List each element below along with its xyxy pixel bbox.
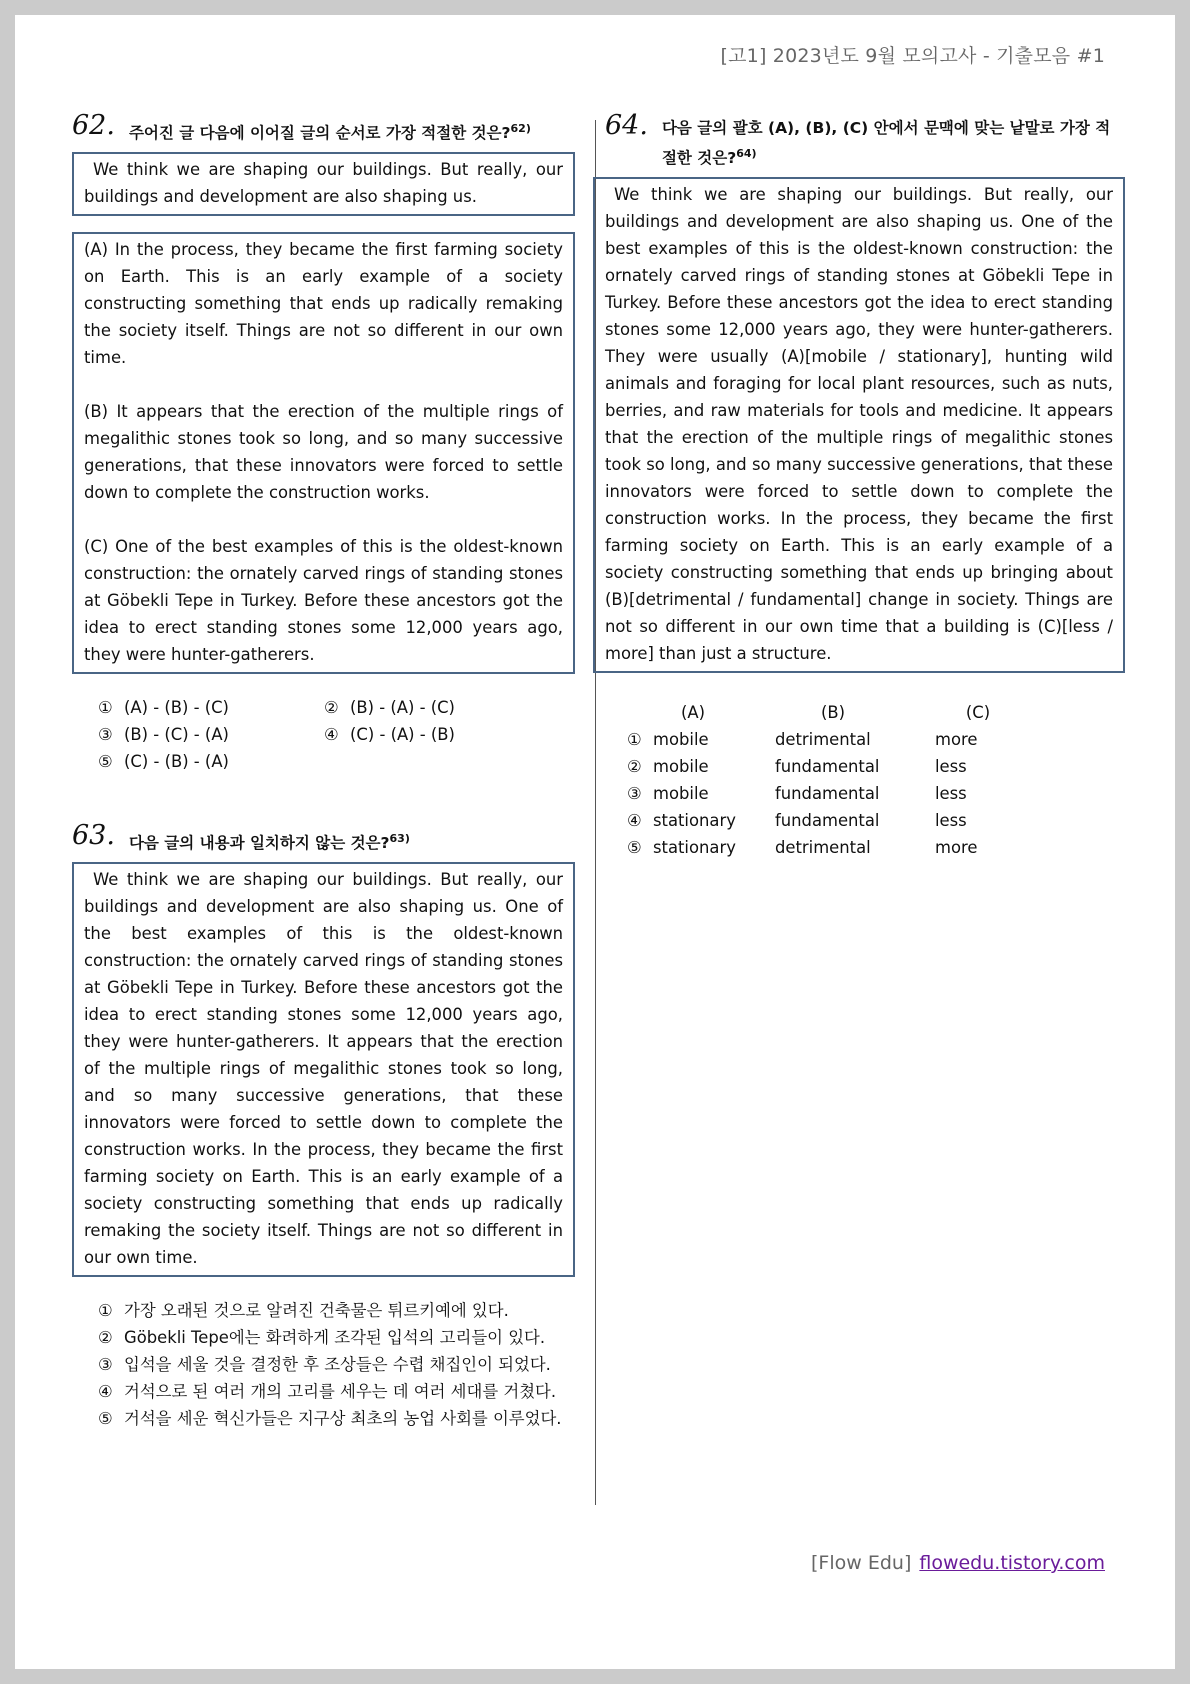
header-c: (C) <box>965 703 991 723</box>
paragraph-c: (C) One of the best examples of this is the oldest-known construction: the ornately carved rings of standing stones at Göbekli Tepe in Turkey. Before these ancestors got the idea to erect standing stones some 12,000 years ago, they were hunter-gatherers. <box>84 537 563 665</box>
option-2[interactable]: ② mobile fundamental less <box>627 757 967 777</box>
question-number: 62. <box>72 110 115 141</box>
question-63 <box>72 821 575 1432</box>
paragraph-b: (B) It appears that the erection of the multiple rings of megalithic stones took so long, and so many successive generations, that these innovators were forced to settle down to complete the construction works. <box>84 402 563 503</box>
question-64-title <box>605 111 1125 171</box>
option-1[interactable]: ① (A) - (B) - (C) <box>98 698 229 718</box>
paragraph-a: (A) In the process, they became the first farming society on Earth. This is an early example of a society constructing something that ends up radically remaking the society itself. Things are not so different in our own time. <box>84 240 563 368</box>
footer-link[interactable]: flowedu.tistory.com <box>919 1552 1105 1574</box>
option-4[interactable]: ④ 거석으로 된 여러 개의 고리를 세우는 데 여러 세대를 거쳤다. <box>98 1382 557 1402</box>
right-column <box>605 111 1125 861</box>
option-5[interactable]: ⑤ stationary detrimental more <box>627 838 978 858</box>
option-3[interactable]: ③ 입석을 세울 것을 결정한 후 조상들은 수렵 채집인이 되었다. <box>98 1355 551 1375</box>
left-column <box>72 111 575 1432</box>
passage-box: We think we are shaping our buildings. But really, our buildings and development are also shaping us. One of the best examples of this is the oldest-known construction: the ornately carved rings of standing stones at Göbekli Tepe in Turkey. Before these ancestors got the idea to erect standing stones some 12,000 years ago, they were hunter-gatherers. It appears that the erection of the multiple rings of megalithic stones took so long, and so many successive generations, that these innovators were forced to settle down to complete the construction works. In the process, they became the first farming society on Earth. This is an early example of a society constructing something that ends up radically remaking the society itself. Things are not so different in our own time. <box>72 862 575 1277</box>
footer-brand: [Flow Edu] <box>811 1552 912 1574</box>
answer-table-header <box>627 699 1125 726</box>
question-text: 주어진 글 다음에 이어질 글의 순서로 가장 적절한 것은? <box>128 124 511 143</box>
footnote-ref: 64) <box>736 147 757 160</box>
question-62 <box>72 111 575 775</box>
option-5[interactable]: ⑤ (C) - (B) - (A) <box>98 752 229 772</box>
page-footer <box>811 1552 1105 1574</box>
option-1[interactable]: ① mobile detrimental more <box>627 730 978 750</box>
option-3[interactable]: ③ (B) - (C) - (A) <box>98 725 229 745</box>
paragraphs-box <box>72 232 575 674</box>
passage-box: We think we are shaping our buildings. But really, our buildings and development are also shaping us. One of the best examples of this is the oldest-known construction: the ornately carved rings of standing stones at Göbekli Tepe in Turkey. Before these ancestors got the idea to erect standing stones some 12,000 years ago, they were hunter-gatherers. They were usually (A)[mobile / stationary], hunting wild animals and foraging for local plant resources, such as nuts, berries, and raw materials for tools and medicine. It appears that the erection of the multiple rings of megalithic stones took so long, and so many successive generations, that these innovators were forced to settle down to complete the construction works. In the process, they became the first farming society on Earth. This is an early example of a society constructing something that ends up bringing about (B)[detrimental / fundamental] change in society. Things are not so different in our own time that a building is (C)[less / more] than just a structure. <box>593 177 1125 673</box>
footnote-ref: 62) <box>510 122 531 135</box>
footnote-ref: 63) <box>389 832 410 846</box>
answer-options <box>98 1297 575 1432</box>
question-text: 다음 글의 괄호 (A), (B), (C) 안에서 문맥에 맞는 낱말로 가장 적절한 것은? <box>661 119 1111 168</box>
question-64 <box>605 111 1125 861</box>
question-62-title <box>72 111 575 146</box>
exam-page <box>15 15 1175 1669</box>
option-1[interactable]: ① 가장 오래된 것으로 알려진 건축물은 튀르키예에 있다. <box>98 1301 509 1321</box>
header-a: (A) <box>680 703 705 723</box>
option-4[interactable]: ④ stationary fundamental less <box>627 811 967 831</box>
page-header: [고1] 2023년도 9월 모의고사 - 기출모음 #1 <box>720 45 1105 67</box>
option-4[interactable]: ④ (C) - (A) - (B) <box>324 725 455 745</box>
header-b: (B) <box>820 703 846 723</box>
question-number: 64. <box>605 110 648 141</box>
question-text: 다음 글의 내용과 일치하지 않는 것은? <box>128 834 390 853</box>
answer-options <box>98 694 575 775</box>
question-63-title <box>72 821 575 856</box>
option-5[interactable]: ⑤ 거석을 세운 혁신가들은 지구상 최초의 농업 사회를 이루었다. <box>98 1409 562 1429</box>
intro-box: We think we are shaping our buildings. But really, our buildings and development are also shaping us. <box>72 152 575 216</box>
option-2[interactable]: ② (B) - (A) - (C) <box>324 698 455 718</box>
answer-table <box>627 699 1125 861</box>
option-3[interactable]: ③ mobile fundamental less <box>627 784 967 804</box>
option-2[interactable]: ② Göbekli Tepe에는 화려하게 조각된 입석의 고리들이 있다. <box>98 1328 546 1348</box>
question-number: 63. <box>72 820 115 852</box>
